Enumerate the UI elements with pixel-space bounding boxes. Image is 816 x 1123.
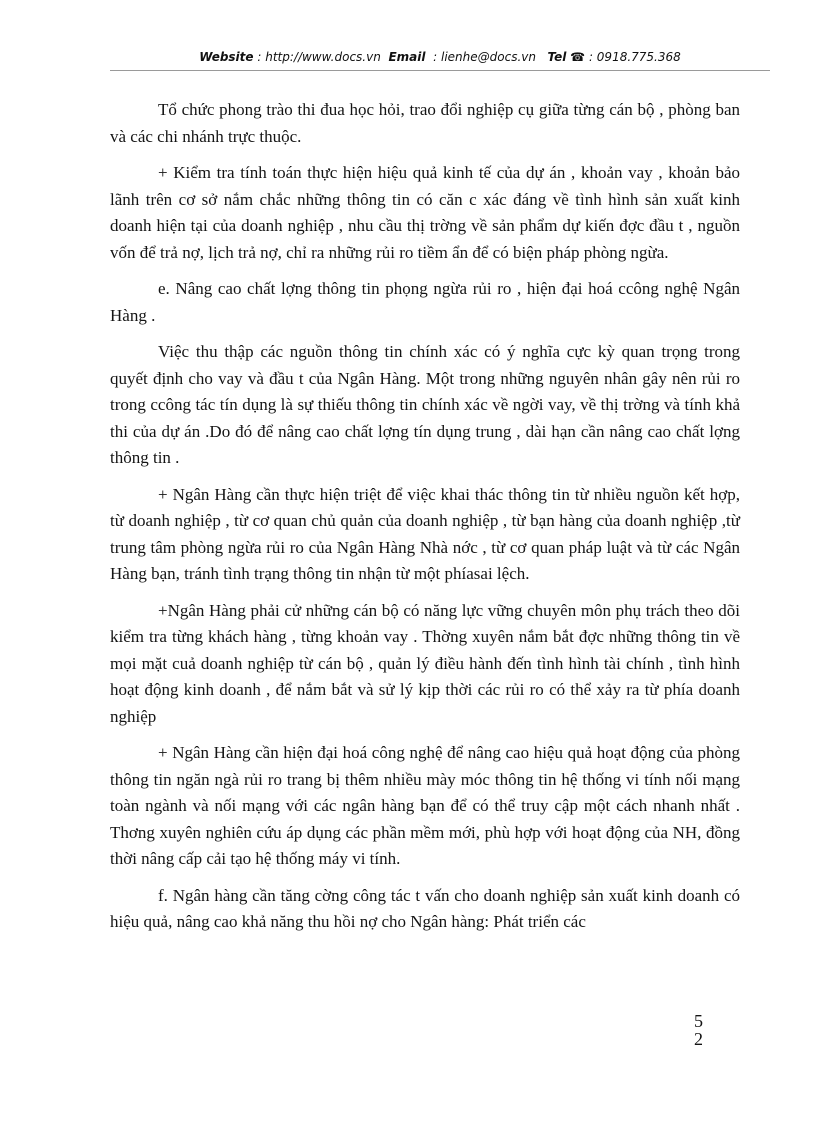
tel-label: Tel xyxy=(547,50,567,64)
section-heading-f: f. Ngân hàng cần tăng cờng công tác t vấn cho doanh nghiệp sản xuất kinh doanh có hiệu quả, nâng cao khả năng thu hồi nợ cho Ngân hàng: Phát triển các xyxy=(110,885,740,931)
paragraph: Tổ chức phong trào thi đua học hỏi, trao đổi nghiệp cụ giữa từng cán bộ , phòng ban và các chi nhánh trực thuộc. xyxy=(110,100,740,146)
page-header xyxy=(110,50,770,64)
paragraph: + Kiểm tra tính toán thực hiện hiệu quả kinh tế của dự án , khoản vay , khoản bảo lãnh trên cơ sở nắm chắc những thông tin có căn c xác đáng về tình hình sản xuất kinh doanh hiện tại của doanh nghiệp , nhu cầu thị trờng về sản phẩm dự kiến đợc đầu t , nguồn vốn để trả nợ, lịch trả nợ, chỉ ra những rủi ro tiềm ẩn để có biện pháp phòng ngừa. xyxy=(110,163,740,262)
email-label: Email xyxy=(388,50,426,64)
paragraph: +Ngân Hàng phải cử những cán bộ có năng lực vững chuyên môn phụ trách theo dõi kiểm tra từng khách hàng , từng khoản vay . Thờng xuyên nắm bắt đợc những thông tin về mọi mặt cuả doanh nghiệp từ cán bộ , quản lý điều hành đến tình hình tài chính , tình hình hoạt động kinh doanh , để nắm bắt và sử lý kịp thời các rủi ro có thể xảy ra từ phía doanh nghiệp xyxy=(110,600,740,726)
document-body xyxy=(110,97,740,946)
page-number-top: 5 xyxy=(694,1011,703,1031)
paragraph: Việc thu thập các nguồn thông tin chính xác có ý nghĩa cực kỳ quan trọng trong quyết định cho vay và đầu t của Ngân Hàng. Một trong những nguyên nhân gây nên rủi ro trong ccông tác tín dụng là sự thiếu thông tin chính xác về ngời vay, về thị trờng và tính khả thi của dự án .Do đó để nâng cao chất lợng tín dụng trung , dài hạn cần nâng cao chất lợng thông tin . xyxy=(110,342,740,467)
phone-icon: ☎ xyxy=(570,50,586,64)
website-value: : http://www.docs.vn xyxy=(257,50,381,64)
header-divider xyxy=(110,70,770,71)
page-number-bottom: 2 xyxy=(694,1029,703,1049)
website-label: Website xyxy=(199,50,254,64)
page-number xyxy=(694,1012,703,1048)
tel-value: : 0918.775.368 xyxy=(588,50,681,64)
paragraph: + Ngân Hàng cần hiện đại hoá công nghệ để nâng cao hiệu quả hoạt động của phòng thông tin ngăn ngà rủi ro trang bị thêm nhiều mày móc thông tin hệ thống vi tính nối mạng toàn ngành và nối mạng với các ngân hàng bạn để có thể truy cập một cách nhanh nhất . Thơng xuyên nghiên cứu áp dụng các phần mềm mới, phù hợp với hoạt động của NH, đồng thời nâng cấp cải tạo hệ thống máy vi tính. xyxy=(110,743,740,868)
paragraph: + Ngân Hàng cần thực hiện triệt để việc khai thác thông tin từ nhiều nguồn kết hợp, từ doanh nghiệp , từ cơ quan chủ quản của doanh nghiệp , từ bạn hàng của doanh nghiệp ,từ trung tâm phòng ngừa rủi ro của Ngân Hàng Nhà nớc , từ cơ quan pháp luật và từ các Ngân Hàng bạn, tránh tình trạng thông tin nhận từ một phíasai lệch. xyxy=(110,484,740,583)
section-heading-e: e. Nâng cao chất lợng thông tin phọng ngừa rủi ro , hiện đại hoá ccông nghệ Ngân Hàng . xyxy=(110,279,740,325)
email-value: : lienhe@docs.vn xyxy=(433,50,536,64)
